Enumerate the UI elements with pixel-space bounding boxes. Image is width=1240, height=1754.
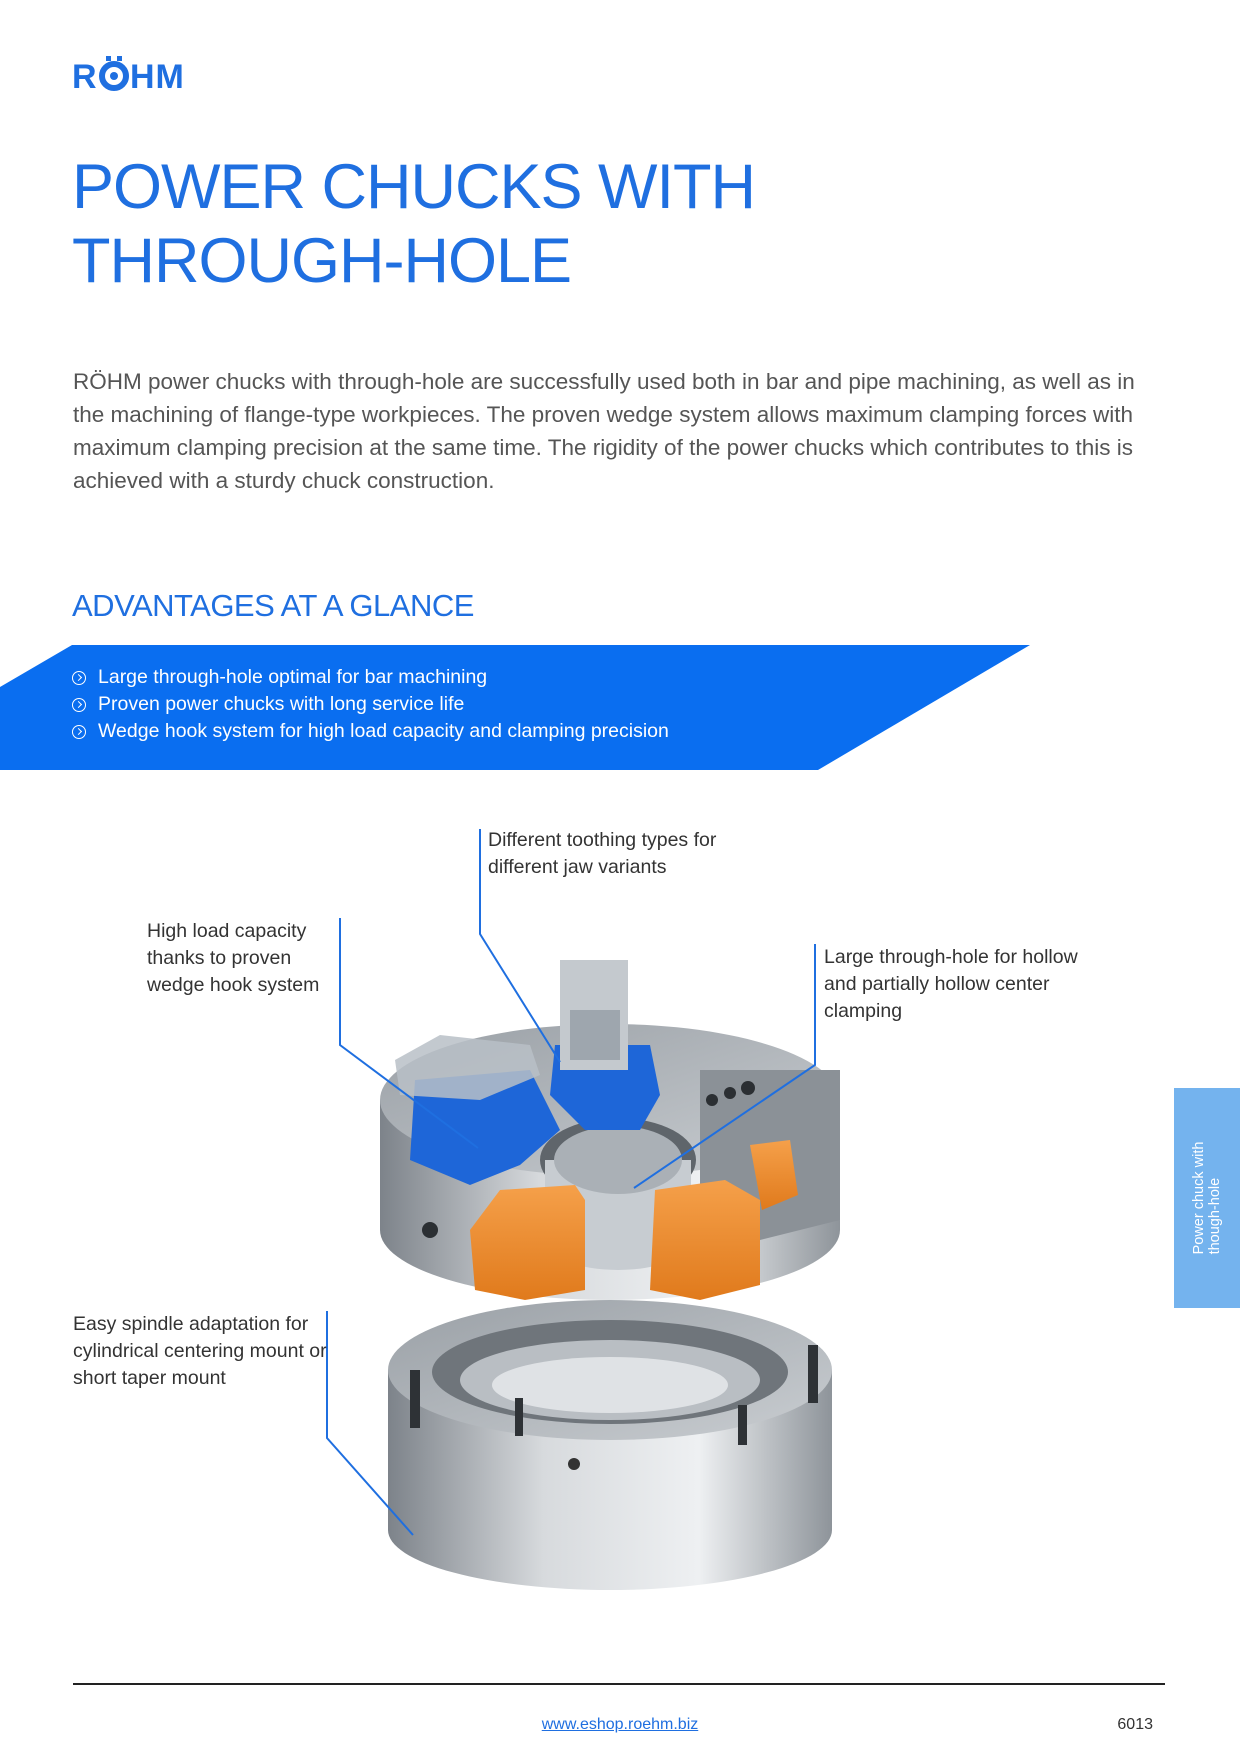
roehm-logo [72,54,212,94]
callout-through-hole: Large through-hole for hollow and partially hollow center clamping [824,946,1078,1022]
callout-spindle-adaptation: Easy spindle adaptation for cylindrical centering mount or short taper mount [73,1313,327,1389]
arrow-circle-icon [72,671,86,685]
callout-load-capacity: High load capacity thanks to proven wedge hook system [147,920,320,996]
svg-text:R: R [72,58,98,94]
callout-toothing: Different toothing types for different jaw variants [488,829,717,878]
arrow-circle-icon [72,725,86,739]
arrow-circle-icon [72,698,86,712]
section-side-tab[interactable] [1174,1088,1240,1308]
svg-text:HM: HM [130,58,185,94]
intro-paragraph: RÖHM power chucks with through-hole are successfully used both in bar and pipe machining, as well as in the machining of flange-type workpieces. The proven wedge system allows maximum clamping forces with maximum clamping precision at the same time. The rigidity of the power chucks which contributes to this is achieved with a sturdy chuck construction. [73,369,1135,493]
page-number: 6013 [1117,1716,1153,1733]
advantage-item: Wedge hook system for high load capacity and clamping precision [72,718,669,745]
advantage-item: Proven power chucks with long service life [72,691,669,718]
page-title [72,150,755,298]
footer-shop-link[interactable]: www.eshop.roehm.biz [541,1716,699,1733]
title-line-1: POWER CHUCKS WITH [72,152,755,222]
advantages-heading: ADVANTAGES AT A GLANCE [72,588,474,623]
title-line-2: THROUGH-HOLE [72,226,572,296]
advantages-list [72,664,669,745]
advantage-item: Large through-hole optimal for bar machining [72,664,669,691]
side-tab-label: Power chuck with though-hole [1191,1141,1223,1255]
footer-divider [73,1683,1165,1685]
